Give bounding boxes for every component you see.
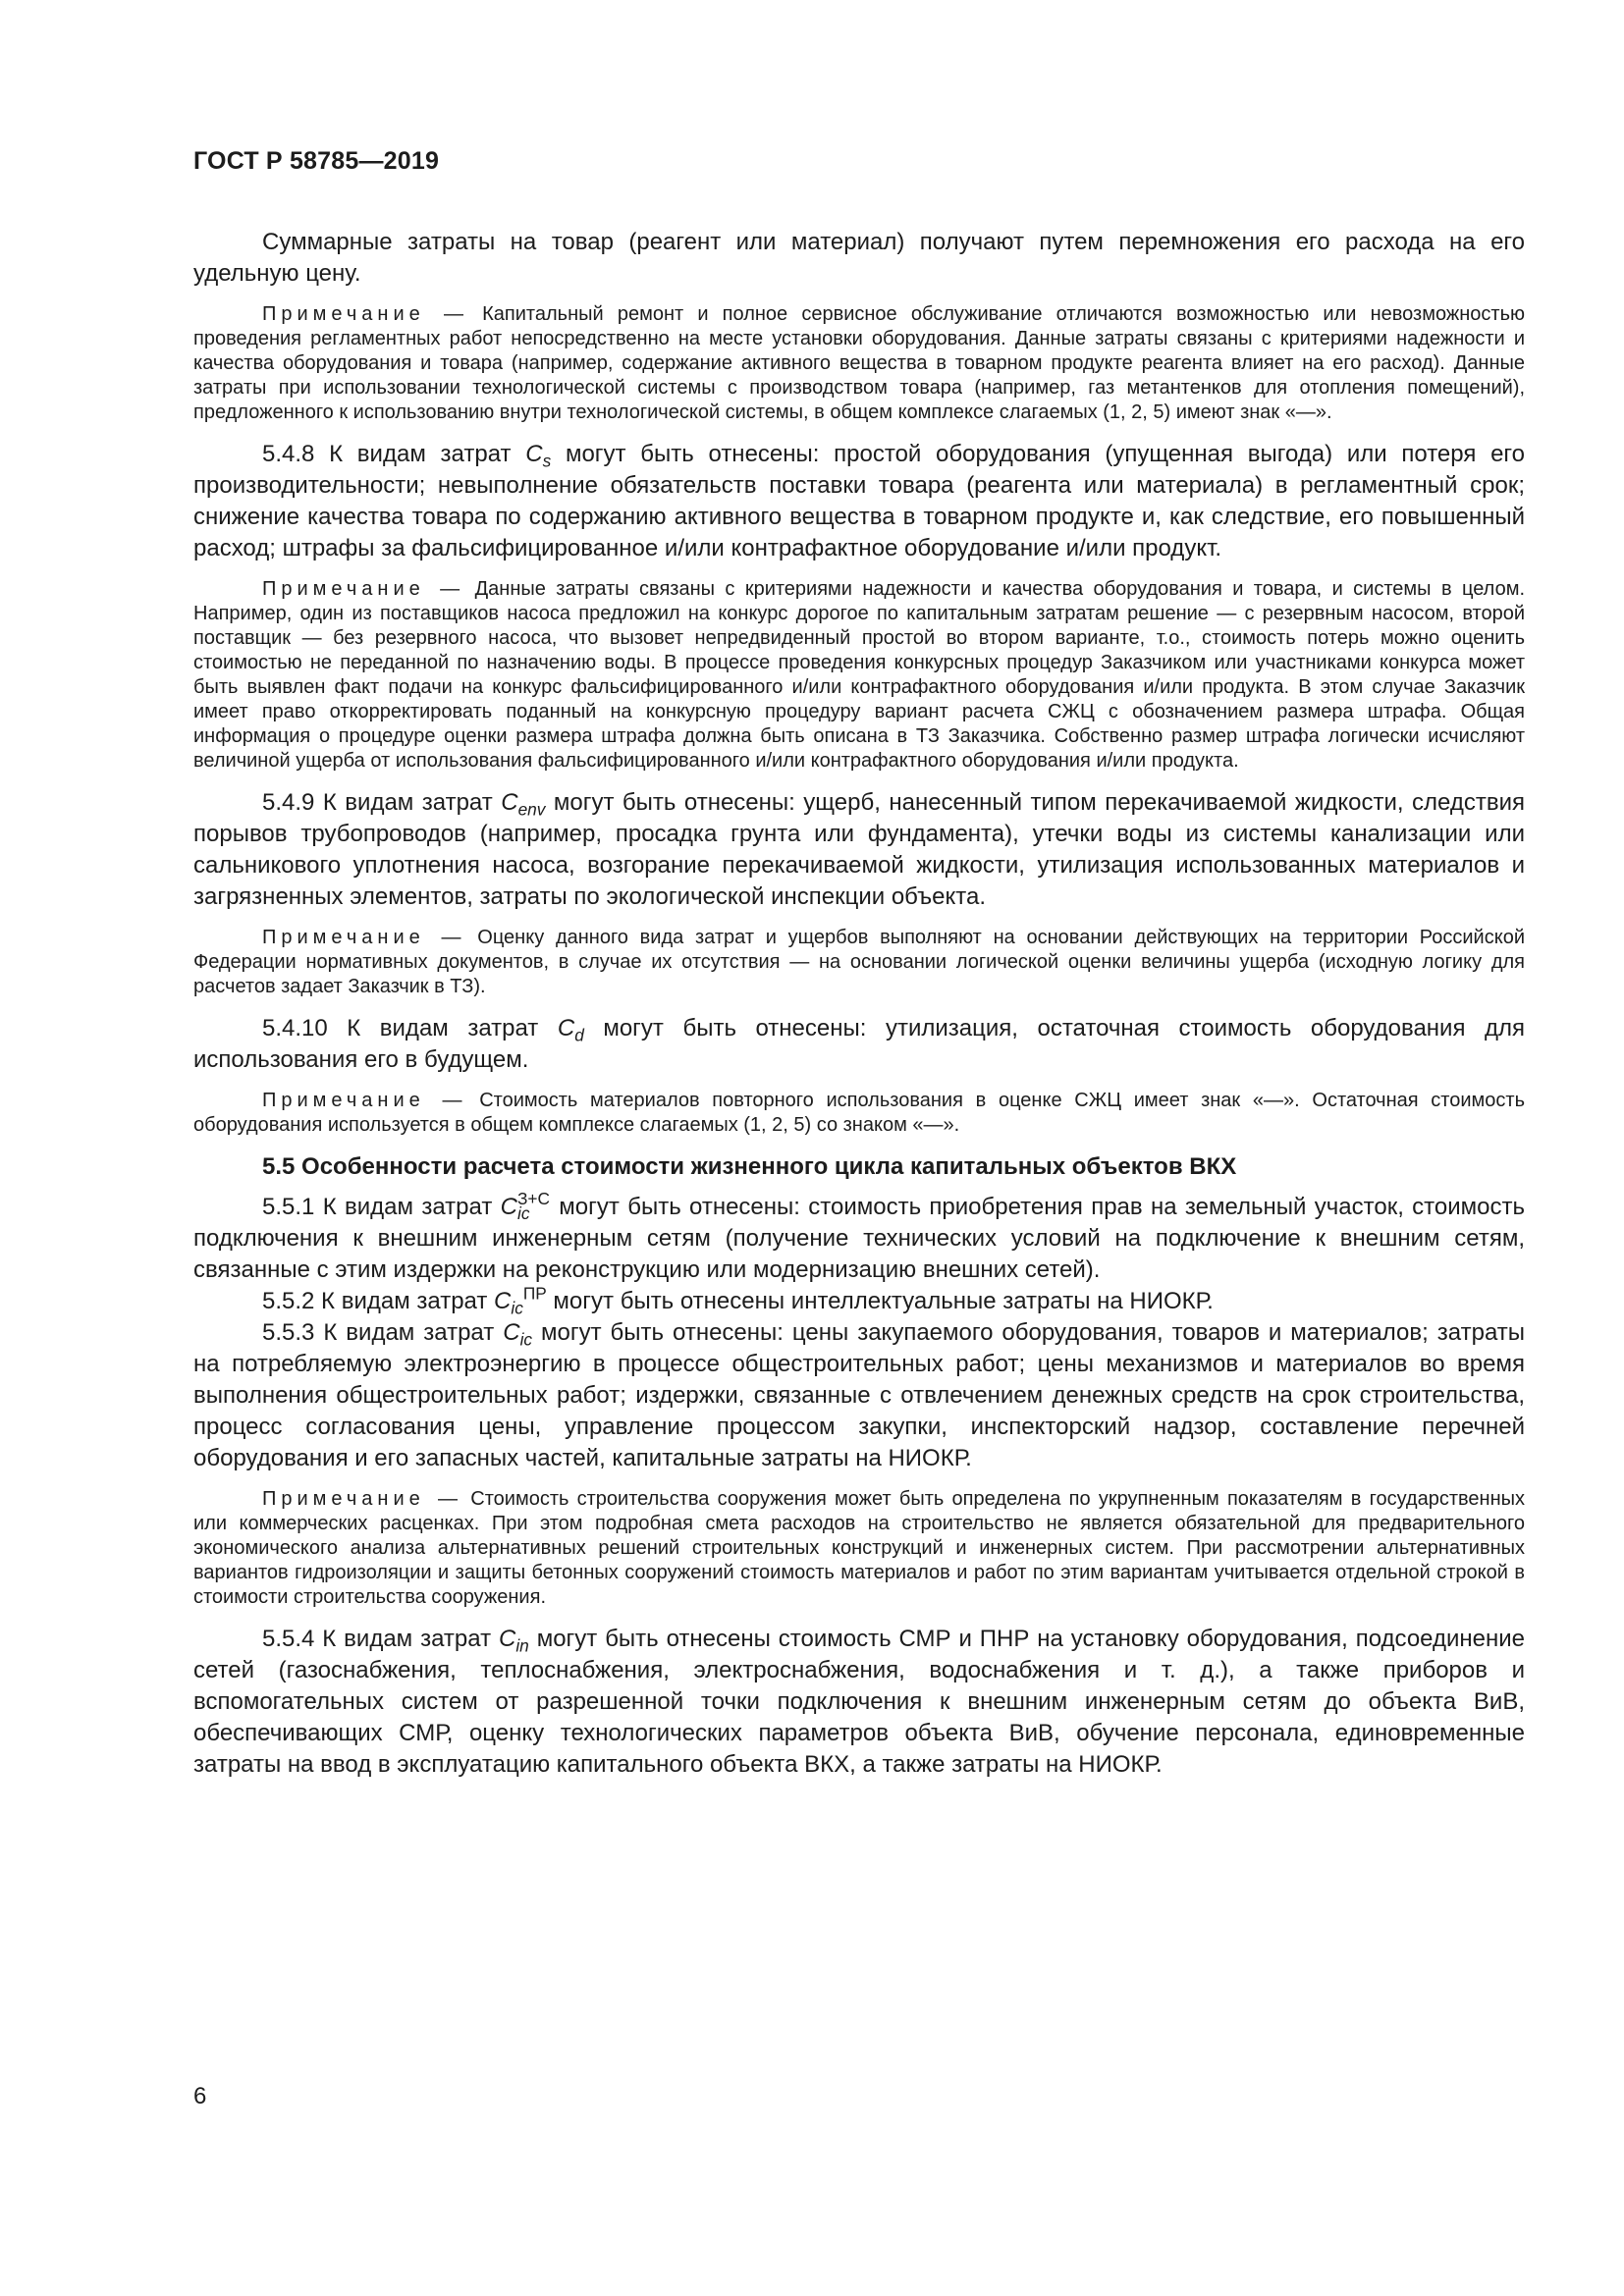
math-variable: C	[525, 441, 543, 467]
text-segment: могут быть отнесены: утилизация, остаточная стоимость оборудования для использования его в будущем.	[193, 1015, 1525, 1073]
paragraph-5-5-3	[193, 1317, 1525, 1474]
math-subscript: ic	[516, 1202, 530, 1223]
paragraph-5-4-9	[193, 787, 1525, 913]
math-subscript: in	[515, 1635, 529, 1656]
text-segment: 5.4.9 К видам затрат	[262, 789, 502, 816]
note-text: Данные затраты связаны с критериями надежности и качества оборудования и товара, и системы в целом. Например, один из поставщиков насоса предложил на конкурс дорогое по капитальным затратам решение — с резервным насосом, второй поставщик — без резервного насоса, что вызовет непредвиденный простой во втором варианте, т.о., стоимость потерь можно оценить стоимостью не переданной по назначению воды. В процессе проведения конкурсных процедур Заказчиком или участниками конкурса может быть выявлен факт подачи на конкурс фальсифицированного и/или контрафактного оборудования и/или продукта. В этом случае Заказчик имеет право откорректировать поданный на конкурсную процедуру вариант расчета СЖЦ с обозначением размера штрафа. Общая информация о процедуре оценки размера штрафа должна быть описана в ТЗ Заказчика. Собственно размер штрафа логически исчисляют величиной ущерба от использования фальсифицированного и/или контрафактного оборудования и/или продукта.	[193, 578, 1526, 772]
text-segment: 5.5.2 К видам затрат	[262, 1288, 495, 1314]
text-segment: могут быть отнесены: ущерб, нанесенный типом перекачиваемой жидкости, следствия порывов трубопроводов (например, просадка грунта или фундамента), утечки воды из системы канализации или сальникового уплотнения насоса, возгорание перекачиваемой жидкости, утилизация использованных материалов и загрязненных элементов, затраты по экологической инспекции объекта.	[193, 789, 1526, 910]
note-5	[193, 1487, 1525, 1610]
math-sup-sub	[516, 1188, 550, 1223]
text-segment: могут быть отнесены: простой оборудования (упущенная выгода) или потеря его производительности; невыполнение обязательств поставки товара (реагента или материала) в регламентный срок; снижение качества товара по содержанию активного вещества в товарном продукте и, как следствие, его повышенный расход; штрафы за фальсифицированное и/или контрафактное оборудование и/или продукт.	[193, 441, 1525, 561]
math-variable: C	[501, 789, 518, 816]
math-variable: C	[557, 1015, 575, 1041]
page-body	[193, 227, 1525, 1793]
note-text: Капитальный ремонт и полное сервисное обслуживание отличаются возможностью или невозможностью проведения регламентных работ непосредственно на месте установки оборудования. Данные затраты связаны с критериями надежности и качества оборудования и товара (например, содержание активного вещества в товарном продукте реагента влияет на его расход). Данные затраты при использовании технологической системы с производством товара (например, газ метантенков для отопления помещений), предложенного к использованию внутри технологической системы, в общем комплексе слагаемых (1, 2, 5) имеют знак «—».	[193, 303, 1526, 423]
note-label: Примечание —	[262, 927, 466, 948]
text-segment: 5.5.4 К видам затрат	[262, 1626, 499, 1652]
text-segment: могут быть отнесены интеллектуальные затраты на НИОКР.	[546, 1288, 1214, 1314]
math-subscript: env	[517, 799, 546, 820]
note-text: Стоимость материалов повторного использования в оценке СЖЦ имеет знак «—». Остаточная стоимость оборудования используется в общем комплексе слагаемых (1, 2, 5) со знаком «—».	[193, 1090, 1525, 1136]
note-text: Оценку данного вида затрат и ущербов выполняют на основании действующих на территории Российской Федерации нормативных документов, в случае их отсутствия — на основании логической оценки величины ущерба (исходную логику для расчетов задает Заказчик в ТЗ).	[193, 927, 1525, 997]
note-text: Стоимость строительства сооружения может быть определена по укрупненным показателям в государственных или коммерческих расценках. При этом подробная смета расходов на строительство не является обязательной для предварительного экономического анализа альтернативных решений строительных конструкций и инженерных систем. При рассмотрении альтернативных вариантов гидроизоляции и защиты бетонных сооружений стоимость материалов и работ по этим вариантам учитывается отдельной строкой в стоимости строительства сооружения.	[193, 1488, 1525, 1608]
text-segment: 5.5.3 К видам затрат	[262, 1319, 504, 1346]
math-variable: C	[503, 1319, 520, 1346]
math-subscript: s	[542, 451, 552, 471]
note-3	[193, 926, 1525, 999]
math-subscript: d	[574, 1025, 584, 1045]
math-subscript: ic	[511, 1298, 523, 1318]
note-4	[193, 1089, 1525, 1138]
note-label: Примечание —	[262, 578, 465, 600]
note-label: Примечание —	[262, 303, 468, 325]
note-label: Примечание —	[262, 1488, 463, 1510]
paragraph-5-4-8	[193, 439, 1525, 564]
paragraph-5-4-10	[193, 1013, 1525, 1076]
section-heading-5-5: 5.5 Особенности расчета стоимости жизненного цикла капитальных объектов ВКХ	[262, 1153, 1237, 1180]
document-number-header: ГОСТ Р 58785—2019	[193, 147, 440, 175]
page-number: 6	[193, 2083, 207, 2109]
paragraph-5-5-4	[193, 1624, 1525, 1781]
note-1	[193, 302, 1525, 425]
math-superscript: З+С	[516, 1188, 550, 1208]
math-variable: C	[498, 1626, 516, 1652]
math-superscript: ПР	[522, 1283, 547, 1304]
paragraph-5-5-1	[193, 1188, 1526, 1286]
note-label: Примечание —	[262, 1090, 467, 1111]
text-segment: 5.4.10 К видам затрат	[262, 1015, 558, 1041]
paragraph-5-5-2	[193, 1283, 1525, 1318]
paragraph-total-costs: Суммарные затраты на товар (реагент или материал) получают путем перемножения его расхода на его удельную цену.	[193, 229, 1525, 287]
text-segment: могут быть отнесены: цены закупаемого оборудования, товаров и материалов; затраты на потребляемую электроэнергию в процессе общестроительных работ; цены механизмов и материалов во время выполнения общестроительных работ; издержки, связанные с отвлечением денежных средств на срок строительства, процесс согласования цены, управление процессом закупки, инспекторский надзор, составление перечней оборудования и его запасных частей, капитальные затраты на НИОКР.	[193, 1319, 1526, 1471]
math-variable: C	[494, 1288, 512, 1314]
text-segment: могут быть отнесены: стоимость приобретения прав на земельный участок, стоимость подключения к внешним инженерным сетям (получение технических условий на подключение к внешним сетям, связанные с этим издержки на реконструкцию или модернизацию внешних сетей).	[193, 1194, 1526, 1283]
text-segment: 5.4.8 К видам затрат	[262, 441, 526, 467]
math-variable: C	[500, 1194, 517, 1220]
text-segment: 5.5.1 К видам затрат	[262, 1194, 501, 1220]
note-2	[193, 577, 1525, 774]
text-segment: могут быть отнесены стоимость СМР и ПНР на установку оборудования, подсоединение сетей (газоснабжения, теплоснабжения, электроснабжения, водоснабжения и т. д.), а также приборов и вспомогательных систем от разрешенной точки подключения к внешним инженерным сетям до объекта ВиВ, обеспечивающих СМР, оценку технологических параметров объекта ВиВ, обучение персонала, единовременные затраты на ввод в эксплуатацию капитального объекта ВКХ, а также затраты на НИОКР.	[193, 1626, 1526, 1778]
math-subscript: ic	[519, 1329, 533, 1350]
